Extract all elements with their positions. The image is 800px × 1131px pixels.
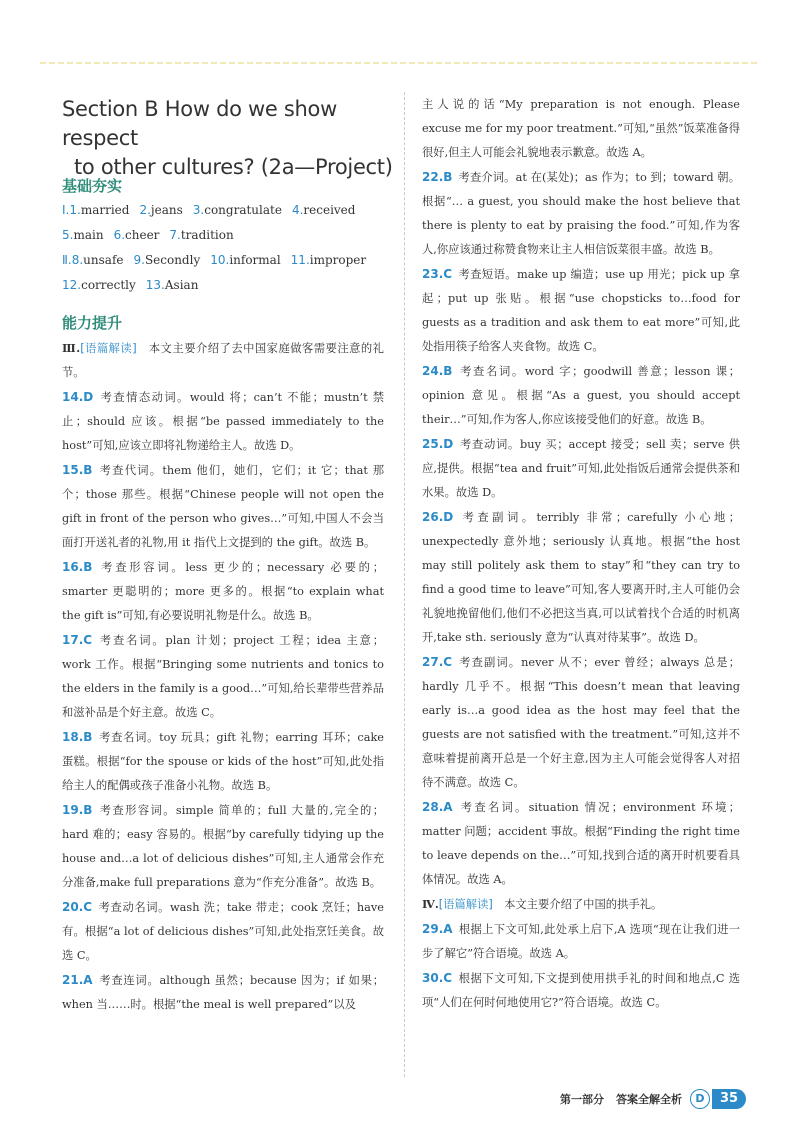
explanation-29: 29.A 根据上下文可知,此处承上启下,A 选项“现在让我们进一步了解它”符合语境。故选 A。 [422, 922, 740, 960]
column-divider [404, 92, 405, 1077]
explanation-30: 30.C 根据下文可知,下文提到使用拱手礼的时间和地点,C 选项“人们在何时何地使用它?”符合语境。故选 C。 [422, 971, 740, 1009]
answer-item: 4.received [291, 203, 356, 217]
answer-item: 3.congratulate [192, 203, 282, 217]
top-dotted-rule [40, 62, 760, 64]
footer-d-badge: D [690, 1089, 710, 1109]
section-basic: 基础夯实 [62, 177, 123, 195]
answer-item: 2.jeans [139, 203, 183, 217]
explanation-19: 19.B 考查形容词。simple 简单的；full 大量的,完全的；hard 难的；easy 容易的。根据“by carefully tidying up the house and…a lot of delicious dishes”可知,主人通常会作充分准备,make full preparations 意为“作充分准备”。故选 B。 [62, 803, 384, 889]
answer-item: 12.correctly [62, 278, 136, 292]
answer-row [62, 253, 376, 267]
explanation-24: 24.B 考查名词。word 字；goodwill 善意；lesson 课；opinion 意见。根据“As a guest, you should accept their…”可知,作为客人,你应该接受他们的好意。故选 B。 [422, 364, 740, 426]
explanation-20: 20.C 考查动名词。wash 洗；take 带走；cook 烹饪；have 有。根据“a lot of delicious dishes”可知,此处指烹饪美食。故选 C。 [62, 900, 384, 962]
section-advanced: 能力提升 [62, 314, 123, 332]
explanation-15: 15.B 考查代词。them 他们，她们，它们；it 它；that 那个；those 那些。根据“Chinese people will not open the gift in front of the person who gives…”可知,中国人不会当面打开送礼者的礼物,用 it 指代上文提到的 the gift。故选 B。 [62, 463, 384, 549]
left-column-explanations [62, 336, 384, 1017]
answer-row [62, 278, 208, 292]
explanation-23: 23.C 考查短语。make up 编造；use up 用光；pick up 拿起；put up 张贴。根据“use chopsticks to…food for guests as a tradition and ask them to eat more”可知,此处指用筷子给客人夹食物。故选 C。 [422, 267, 740, 353]
explanation-22: 22.B 考查介词。at 在(某处)；as 作为；to 到；toward 朝。根据“… a guest, you should make the host believe that there is plenty to eat by praising the food.”可知,作为客人,你应该通过称赞食物来让主人相信饭菜很丰盛。故选 B。 [422, 170, 740, 256]
explanation-27: 27.C 考查副词。never 从不；ever 曾经；always 总是；hardly 几乎不。根据“This doesn’t mean that leaving early is…a good idea as the host may feel that the guests are not satisfied with the treatment.”可知,这并不意味着提前离开总是一个好主意,因为主人可能会觉得客人对招待不满意。故选 C。 [422, 655, 740, 789]
explanation-IV: Ⅳ.[语篇解读] 本文主要介绍了中国的拱手礼。 [422, 897, 663, 911]
answer-item: Ⅰ.1.married [62, 203, 130, 217]
explanation-14: 14.D 考查情态动词。would 将；can’t 不能；mustn’t 禁止；should 应该。根据“be passed immediately to the host”可知,应该立即将礼物递给主人。故选 D。 [62, 390, 384, 452]
footer-part: 第一部分 [560, 1093, 604, 1106]
explanation-III: Ⅲ.[语篇解读] 本文主要介绍了去中国家庭做客需要注意的礼节。 [62, 341, 384, 379]
page-number: 35 [712, 1089, 746, 1109]
title-line-2: to other cultures? (2a—Project) [74, 155, 393, 179]
explanation-16: 16.B 考查形容词。less 更少的；necessary 必要的；smarter 更聪明的；more 更多的。根据“to explain what the gift is”可知,有必要说明礼物是什么。故选 B。 [62, 560, 384, 622]
explanation-25: 25.D 考查动词。buy 买；accept 接受；sell 卖；serve 供应,提供。根据“tea and fruit”可知,此处指饭后通常会提供茶和水果。故选 D。 [422, 437, 740, 499]
explanation-18: 18.B 考查名词。toy 玩具；gift 礼物；earring 耳环；cake 蛋糕。根据“for the spouse or kids of the host”可知,此处指给主人的配偶或孩子准备小礼物。故选 B。 [62, 730, 384, 792]
answer-item: 5.main [62, 228, 104, 242]
right-column-explanations [422, 93, 740, 1015]
answer-item: 7.tradition [169, 228, 234, 242]
explanation-26: 26.D 考查副词。terribly 非常；carefully 小心地；unexpectedly 意外地；seriously 认真地。根据“the host may still politely ask them to stay”和“they can try to find a good time to leave”可知,客人要离开时,主人可能仍会礼貌地挽留他们,他们不必把这当真,可以试着找个合适的时机离开,take sth. seriously 意为“认真对待某事”。故选 D。 [422, 510, 740, 644]
explanation-21: 21.A 考查连词。although 虽然；because 因为；if 如果；when 当……时。根据“the meal is well prepared”以及 [62, 973, 384, 1011]
answer-item: Ⅱ.8.unsafe [62, 253, 124, 267]
answer-item: 6.cheer [113, 228, 160, 242]
explanation-28: 28.A 考查名词。situation 情况；environment 环境；matter 问题；accident 事故。根据“Finding the right time to leave depends on the…”可知,找到合适的离开时机要看具体情况。故选 A。 [422, 800, 740, 886]
title-line-1: Section B How do we show respect [62, 97, 337, 150]
explanation-21c: 主人说的话“My preparation is not enough. Please excuse me for my poor treatment.”可知,“虽然”饭菜准备得很好,但主人可能会礼貌地表示歉意。故选 A。 [422, 98, 740, 159]
page-title [62, 95, 402, 182]
answer-row [62, 228, 244, 242]
footer-label: 答案全解全析 [616, 1093, 682, 1106]
answer-row [62, 203, 365, 217]
page-top-band [0, 0, 800, 68]
answer-item: 11.improper [290, 253, 367, 267]
answer-item: 10.informal [210, 253, 281, 267]
explanation-17: 17.C 考查名词。plan 计划；project 工程；idea 主意；work 工作。根据“Bringing some nutrients and tonics to the elders in the family is a good…”可知,给长辈带些营养品和滋补品是个好主意。故选 C。 [62, 633, 384, 719]
page-footer [560, 1087, 746, 1111]
answer-item: 9.Secondly [133, 253, 201, 267]
answer-item: 13.Asian [145, 278, 199, 292]
